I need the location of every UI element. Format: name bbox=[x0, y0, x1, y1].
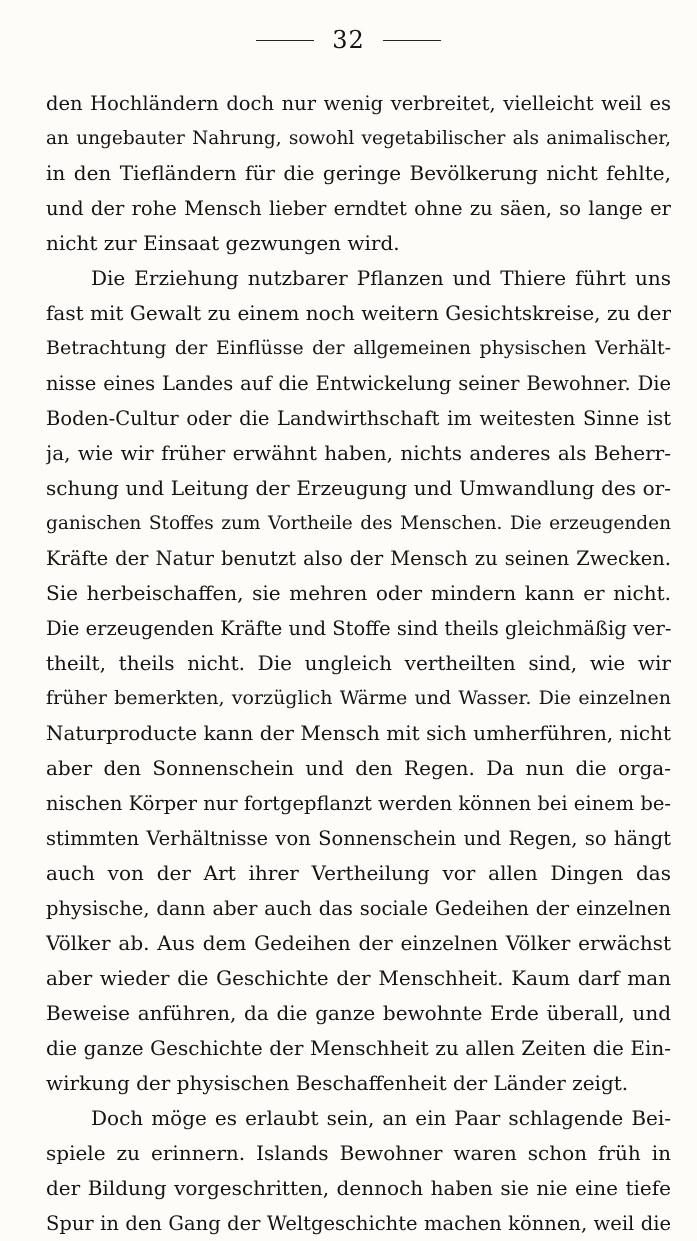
text-line: den Hochländern doch nur wenig verbreitet, vielleicht weil es bbox=[46, 92, 671, 115]
text-line: Boden-Cultur oder die Landwirthschaft im weitesten Sinne ist bbox=[46, 407, 671, 430]
text-line: Kräfte der Natur benutzt also der Mensch zu seinen Zwecken. bbox=[46, 547, 671, 570]
header-rule-right bbox=[383, 40, 441, 41]
text-line: physische, dann aber auch das sociale Gedeihen der einzelnen bbox=[46, 897, 671, 920]
body-text bbox=[46, 86, 671, 1241]
text-line: fast mit Gewalt zu einem noch weitern Gesichtskreise, zu der bbox=[46, 301, 671, 325]
text-line: der Bildung vorgeschritten, dennoch haben sie nie eine tiefe bbox=[46, 1176, 671, 1200]
text-line: und der rohe Mensch lieber erndtet ohne zu säen, so lange er bbox=[46, 197, 671, 220]
text-line: Sie herbeischaffen, sie mehren oder mindern kann er nicht. bbox=[46, 581, 671, 605]
text-line: nicht zur Einsaat gezwungen wird. bbox=[46, 231, 400, 255]
text-line: auch von der Art ihrer Vertheilung vor allen Dingen das bbox=[46, 861, 671, 885]
text-line: Die Erziehung nutzbarer Pflanzen und Thiere führt uns bbox=[91, 266, 671, 290]
text-line: ganischen Stoffes zum Vortheile des Menschen. Die erzeugenden bbox=[46, 513, 671, 534]
text-line: theilt, theils nicht. Die ungleich vertheilten sind, wie wir bbox=[46, 651, 671, 675]
text-line: ja, wie wir früher erwähnt haben, nichts anderes als Beherr- bbox=[46, 441, 671, 465]
text-line: Beweise anführen, da die ganze bewohnte Erde überall, und bbox=[46, 1001, 671, 1025]
text-line: die ganze Geschichte der Menschheit zu allen Zeiten die Ein- bbox=[46, 1036, 671, 1060]
text-line: Doch möge es erlaubt sein, an ein Paar schlagende Bei- bbox=[91, 1106, 671, 1130]
text-line: Betrachtung der Einflüsse der allgemeinen physischen Verhält- bbox=[46, 337, 671, 359]
text-line: aber den Sonnenschein und den Regen. Da nun die orga- bbox=[46, 756, 671, 780]
header-rule-left bbox=[256, 40, 314, 41]
text-line: früher bemerkten, vorzüglich Wärme und Wasser. Die einzelnen bbox=[46, 687, 671, 709]
text-line: Spur in den Gang der Weltgeschichte machen können, weil die bbox=[46, 1212, 671, 1235]
text-line: an ungebauter Nahrung, sowohl vegetabilischer als animalischer, bbox=[46, 128, 671, 149]
text-line: aber wieder die Geschichte der Menschheit. Kaum darf man bbox=[46, 966, 671, 990]
text-line: Naturproducte kann der Mensch mit sich umherführen, nicht bbox=[46, 721, 671, 745]
text-line: stimmten Verhältnisse von Sonnenschein und Regen, so hängt bbox=[46, 827, 671, 850]
page-number: 32 bbox=[332, 26, 365, 54]
text-line: spiele zu erinnern. Islands Bewohner waren schon früh in bbox=[46, 1141, 671, 1165]
text-line: nisse eines Landes auf die Entwickelung seiner Bewohner. Die bbox=[46, 372, 671, 395]
text-line: nischen Körper nur fortgepflanzt werden können bei einem be- bbox=[46, 792, 671, 815]
text-line: in den Tiefländern für die geringe Bevölkerung nicht fehlte, bbox=[46, 161, 671, 185]
text-line: Die erzeugenden Kräfte und Stoffe sind theils gleichmäßig ver- bbox=[46, 617, 671, 640]
text-line: schung und Leitung der Erzeugung und Umwandlung des or- bbox=[46, 476, 671, 500]
page-header bbox=[0, 26, 697, 54]
text-line: wirkung der physischen Beschaffenheit der Länder zeigt. bbox=[46, 1071, 629, 1095]
text-line: Völker ab. Aus dem Gedeihen der einzelnen Völker erwächst bbox=[46, 931, 671, 955]
